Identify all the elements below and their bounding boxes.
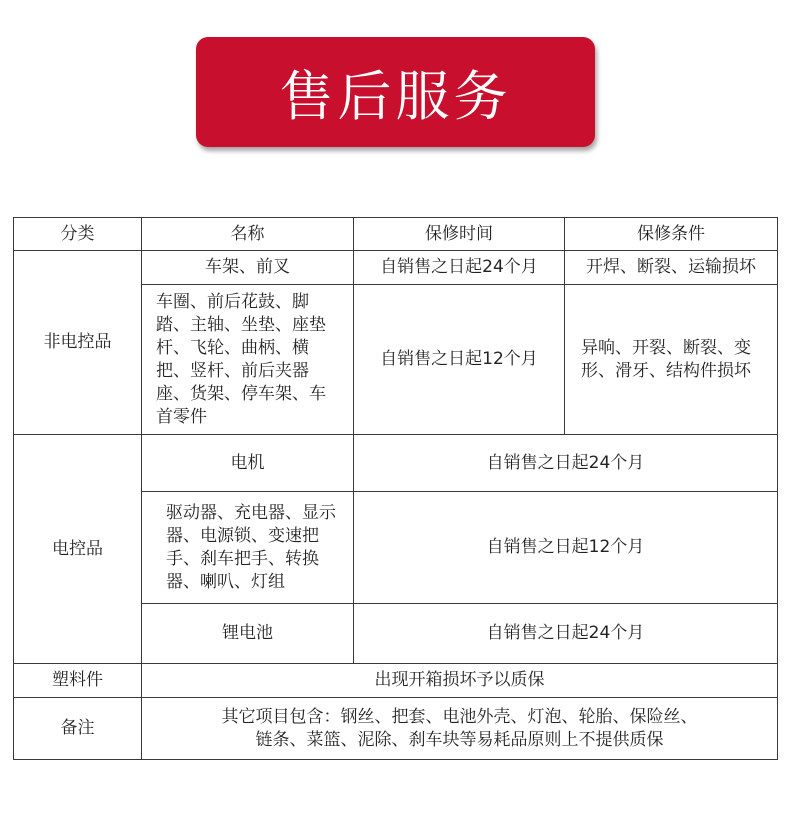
warranty-condition: 异响、开裂、断裂、变形、滑牙、结构件损坏 (565, 285, 778, 435)
category-plastic: 塑料件 (14, 664, 142, 698)
header-condition: 保修条件 (565, 218, 778, 251)
warranty-period: 自销售之日起12个月 (354, 492, 778, 604)
item-name: 锂电池 (142, 604, 354, 664)
item-name: 驱动器、充电器、显示器、电源锁、变速把手、刹车把手、转换器、喇叭、灯组 (142, 492, 354, 604)
table-header-row (14, 218, 778, 251)
table-row (14, 435, 778, 492)
category-non-electric: 非电控品 (14, 251, 142, 435)
page-title: 售后服务 (279, 64, 512, 128)
warranty-period: 自销售之日起24个月 (354, 435, 778, 492)
category-remarks: 备注 (14, 698, 142, 760)
remarks-text-block: 其它项目包含：钢丝、把套、电池外壳、灯泡、轮胎、保险丝、链条、菜篮、泥除、刹车块等易耗品原则上不提供质保 (221, 706, 698, 750)
item-name: 车架、前叉 (142, 251, 354, 285)
header-period: 保修时间 (354, 218, 565, 251)
title-banner (196, 37, 595, 147)
table-row (14, 664, 778, 698)
category-electric: 电控品 (14, 435, 142, 664)
item-name: 电机 (142, 435, 354, 492)
table-row (14, 251, 778, 285)
plastic-policy: 出现开箱损坏予以质保 (142, 664, 778, 698)
item-name: 车圈、前后花鼓、脚踏、主轴、坐垫、座垫杆、飞轮、曲柄、横把、竖杆、前后夹器座、货架、停车架、车首零件 (142, 285, 354, 435)
header-name: 名称 (142, 218, 354, 251)
table-row (14, 698, 778, 760)
warranty-period: 自销售之日起12个月 (354, 285, 565, 435)
warranty-period: 自销售之日起24个月 (354, 251, 565, 285)
warranty-table (13, 217, 778, 760)
header-category: 分类 (14, 218, 142, 251)
remarks-text (142, 698, 778, 760)
warranty-period: 自销售之日起24个月 (354, 604, 778, 664)
warranty-condition: 开焊、断裂、运输损坏 (565, 251, 778, 285)
